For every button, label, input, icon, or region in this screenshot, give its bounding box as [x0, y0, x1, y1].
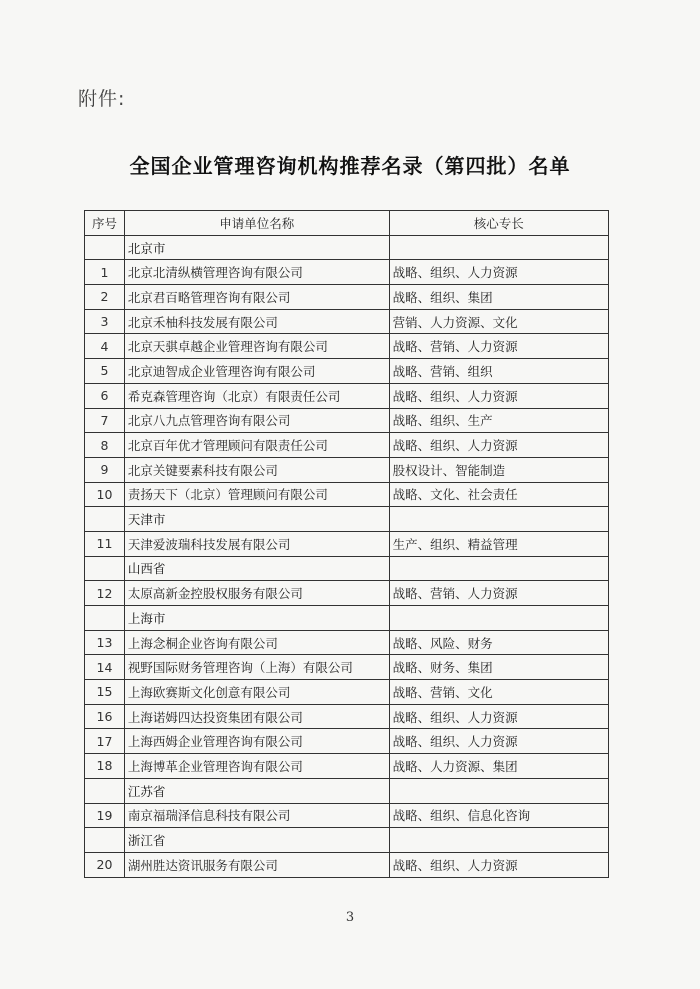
org-name: 上海博革企业管理咨询有限公司	[124, 754, 389, 779]
org-name: 希克森管理咨询（北京）有限责任公司	[124, 383, 389, 408]
region-empty-cell	[389, 828, 608, 853]
org-name: 北京百年优才管理顾问有限责任公司	[124, 433, 389, 458]
org-name: 北京八九点管理咨询有限公司	[124, 408, 389, 433]
region-empty-cell	[389, 507, 608, 532]
serial-number: 1	[85, 260, 125, 285]
table-header-row	[85, 211, 609, 236]
org-name: 天津爱波瑞科技发展有限公司	[124, 531, 389, 556]
core-expertise: 战略、营销、文化	[389, 680, 608, 705]
region-row	[85, 828, 609, 853]
region-empty-cell	[85, 556, 125, 581]
core-expertise: 战略、组织、生产	[389, 408, 608, 433]
table-row	[85, 334, 609, 359]
core-expertise: 战略、组织、人力资源	[389, 260, 608, 285]
page-title: 全国企业管理咨询机构推荐名录（第四批）名单	[129, 154, 571, 178]
region-row	[85, 235, 609, 260]
serial-number: 5	[85, 359, 125, 384]
region-row	[85, 507, 609, 532]
table-row	[85, 457, 609, 482]
region-empty-cell	[85, 507, 125, 532]
org-name: 北京君百略管理咨询有限公司	[124, 285, 389, 310]
table-row	[85, 433, 609, 458]
table-row	[85, 852, 609, 877]
core-expertise: 营销、人力资源、文化	[389, 309, 608, 334]
table-row	[85, 655, 609, 680]
org-name: 北京禾柚科技发展有限公司	[124, 309, 389, 334]
core-expertise: 战略、营销、人力资源	[389, 334, 608, 359]
table-row	[85, 531, 609, 556]
table-row	[85, 309, 609, 334]
org-name: 北京迪智成企业管理咨询有限公司	[124, 359, 389, 384]
serial-number: 16	[85, 704, 125, 729]
region-row	[85, 556, 609, 581]
core-expertise: 战略、文化、社会责任	[389, 482, 608, 507]
header-serial: 序号	[85, 211, 125, 236]
table-row	[85, 408, 609, 433]
region-empty-cell	[389, 235, 608, 260]
serial-number: 17	[85, 729, 125, 754]
org-name: 责扬天下（北京）管理顾问有限公司	[124, 482, 389, 507]
org-name: 南京福瑞泽信息科技有限公司	[124, 803, 389, 828]
header-expertise: 核心专长	[389, 211, 608, 236]
org-name: 上海诺姆四达投资集团有限公司	[124, 704, 389, 729]
region-row	[85, 778, 609, 803]
core-expertise: 战略、组织、人力资源	[389, 704, 608, 729]
serial-number: 3	[85, 309, 125, 334]
serial-number: 6	[85, 383, 125, 408]
serial-number: 12	[85, 581, 125, 606]
core-expertise: 战略、财务、集团	[389, 655, 608, 680]
table-row	[85, 482, 609, 507]
region-name: 山西省	[124, 556, 389, 581]
serial-number: 15	[85, 680, 125, 705]
core-expertise: 战略、人力资源、集团	[389, 754, 608, 779]
org-name: 北京关键要素科技有限公司	[124, 457, 389, 482]
table-row	[85, 285, 609, 310]
core-expertise: 战略、组织、人力资源	[389, 852, 608, 877]
table-row	[85, 754, 609, 779]
org-name: 北京天骐卓越企业管理咨询有限公司	[124, 334, 389, 359]
org-name: 北京北清纵横管理咨询有限公司	[124, 260, 389, 285]
page-number: 3	[345, 910, 355, 925]
region-name: 上海市	[124, 606, 389, 631]
core-expertise: 生产、组织、精益管理	[389, 531, 608, 556]
serial-number: 11	[85, 531, 125, 556]
region-empty-cell	[85, 778, 125, 803]
core-expertise: 战略、组织、人力资源	[389, 383, 608, 408]
region-empty-cell	[85, 828, 125, 853]
serial-number: 2	[85, 285, 125, 310]
serial-number: 18	[85, 754, 125, 779]
region-name: 天津市	[124, 507, 389, 532]
serial-number: 13	[85, 630, 125, 655]
serial-number: 14	[85, 655, 125, 680]
header-org-name: 申请单位名称	[124, 211, 389, 236]
region-empty-cell	[389, 606, 608, 631]
table-row	[85, 803, 609, 828]
table-body	[85, 235, 609, 877]
org-name: 上海念桐企业咨询有限公司	[124, 630, 389, 655]
table-row	[85, 260, 609, 285]
serial-number: 9	[85, 457, 125, 482]
region-name: 江苏省	[124, 778, 389, 803]
core-expertise: 战略、营销、组织	[389, 359, 608, 384]
region-empty-cell	[389, 778, 608, 803]
org-name: 上海西姆企业管理咨询有限公司	[124, 729, 389, 754]
org-name: 太原高新金控股权服务有限公司	[124, 581, 389, 606]
table-row	[85, 680, 609, 705]
region-empty-cell	[389, 556, 608, 581]
core-expertise: 战略、组织、信息化咨询	[389, 803, 608, 828]
table-row	[85, 704, 609, 729]
core-expertise: 战略、风险、财务	[389, 630, 608, 655]
org-name: 上海欧赛斯文化创意有限公司	[124, 680, 389, 705]
org-name: 湖州胜达资讯服务有限公司	[124, 852, 389, 877]
core-expertise: 战略、组织、人力资源	[389, 433, 608, 458]
table-row	[85, 359, 609, 384]
serial-number: 7	[85, 408, 125, 433]
table-row	[85, 581, 609, 606]
serial-number: 20	[85, 852, 125, 877]
table-row	[85, 630, 609, 655]
table-row	[85, 729, 609, 754]
core-expertise: 战略、营销、人力资源	[389, 581, 608, 606]
core-expertise: 战略、组织、人力资源	[389, 729, 608, 754]
region-name: 浙江省	[124, 828, 389, 853]
serial-number: 8	[85, 433, 125, 458]
core-expertise: 战略、组织、集团	[389, 285, 608, 310]
region-empty-cell	[85, 235, 125, 260]
attachment-label: 附件:	[78, 88, 126, 110]
serial-number: 10	[85, 482, 125, 507]
core-expertise: 股权设计、智能制造	[389, 457, 608, 482]
serial-number: 19	[85, 803, 125, 828]
region-name: 北京市	[124, 235, 389, 260]
org-name: 视野国际财务管理咨询（上海）有限公司	[124, 655, 389, 680]
serial-number: 4	[85, 334, 125, 359]
region-empty-cell	[85, 606, 125, 631]
table-row	[85, 383, 609, 408]
recommendation-table	[84, 210, 609, 878]
region-row	[85, 606, 609, 631]
